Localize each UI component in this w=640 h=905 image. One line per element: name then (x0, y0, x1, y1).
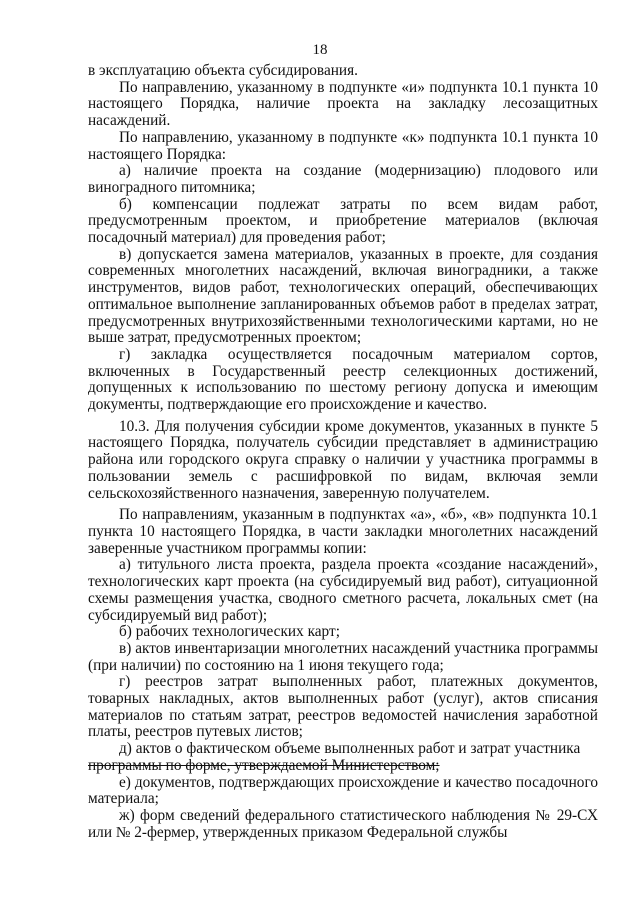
document-body (88, 63, 598, 841)
list-item-b: б) компенсации подлежат затраты по всем видам работ, предусмотренным проектом, и приобретение материалов (включая посадочный материал) для проведения работ; (88, 195, 598, 247)
copy-item-a: а) титульного листа проекта, раздела проекта «создание насаждений», технологических карт проекта (на субсидируемый вид работ), ситуационной схемы размещения участка, сводного сметного расчета, локальных смет (на субсидируемый вид работ); (88, 556, 598, 624)
paragraph-direction-i: По направлению, указанному в подпункте «и» подпункта 10.1 пункта 10 настоящего Порядка, наличие проекта на закладку лесозащитных насаждений. (88, 78, 598, 130)
page-number: 18 (312, 42, 328, 58)
paragraph-directions-abv: По направлениям, указанным в подпунктах «а», «б», «в» подпункта 10.1 пункта 10 настоящего Порядка, в части закладки многолетних насаждений заверенные участником программы копии: (88, 506, 598, 557)
paragraph-continuation: в эксплуатацию объекта субсидирования. (88, 62, 358, 79)
copy-item-v: в) актов инвентаризации многолетних насаждений участника программы (при наличии) по состоянию на 1 июня текущего года; (88, 639, 598, 674)
list-item-g: г) закладка осуществляется посадочным материалом сортов, включенных в Государственный реестр селекционных достижений, допущенных к использованию по шестому региону допуска и имеющим документы, подтверждающие его происхождение и качество. (88, 345, 598, 414)
copy-item-e: е) документов, подтверждающих происхождение и качество посадочного материала; (88, 773, 598, 808)
copy-item-d: д) актов о фактическом объеме выполненных работ и затрат участника (119, 740, 581, 758)
copy-item-d-struck-line: программы по форме, утверждаемой Министерством; (88, 756, 440, 774)
list-item-v: в) допускается замена материалов, указанных в проекте, для создания современных многолетних насаждений, включая виноградники, а также инструментов, видов работ, технологических операций, обеспечивающих оптимальное выполнение запланированных объемов работ в пределах затрат, предусмотренных внутрихозяйственными технологическими картами, но не выше затрат, предусмотренных проектом; (88, 245, 598, 347)
paragraph-10-3: 10.3. Для получения субсидии кроме документов, указанных в пункте 5 настоящего Порядка, получатель субсидии представляет в администрацию района или городского округа справку о наличии у участника программы в пользовании земель с расшифровкой по видам, включая земли сельскохозяйственного назначения, заверенную получателем. (88, 417, 598, 502)
list-item-a: а) наличие проекта на создание (модернизацию) плодового или виноградного питомника; (88, 162, 598, 196)
paragraph-direction-k: По направлению, указанному в подпункте «к» подпункта 10.1 пункта 10 настоящего Порядка: (88, 128, 598, 163)
copy-item-g: г) реестров затрат выполненных работ, платежных документов, товарных накладных, актов выполненных работ (услуг), актов списания материалов по статьям затрат, реестров ведомостей начисления заработной платы, реестров путевых листов; (88, 673, 598, 741)
copy-item-b: б) рабочих технологических карт; (119, 623, 340, 641)
copy-item-zh: ж) форм сведений федерального статистического наблюдения № 29-СХ или № 2-фермер, утвержденных приказом Федеральной службы (88, 806, 598, 841)
